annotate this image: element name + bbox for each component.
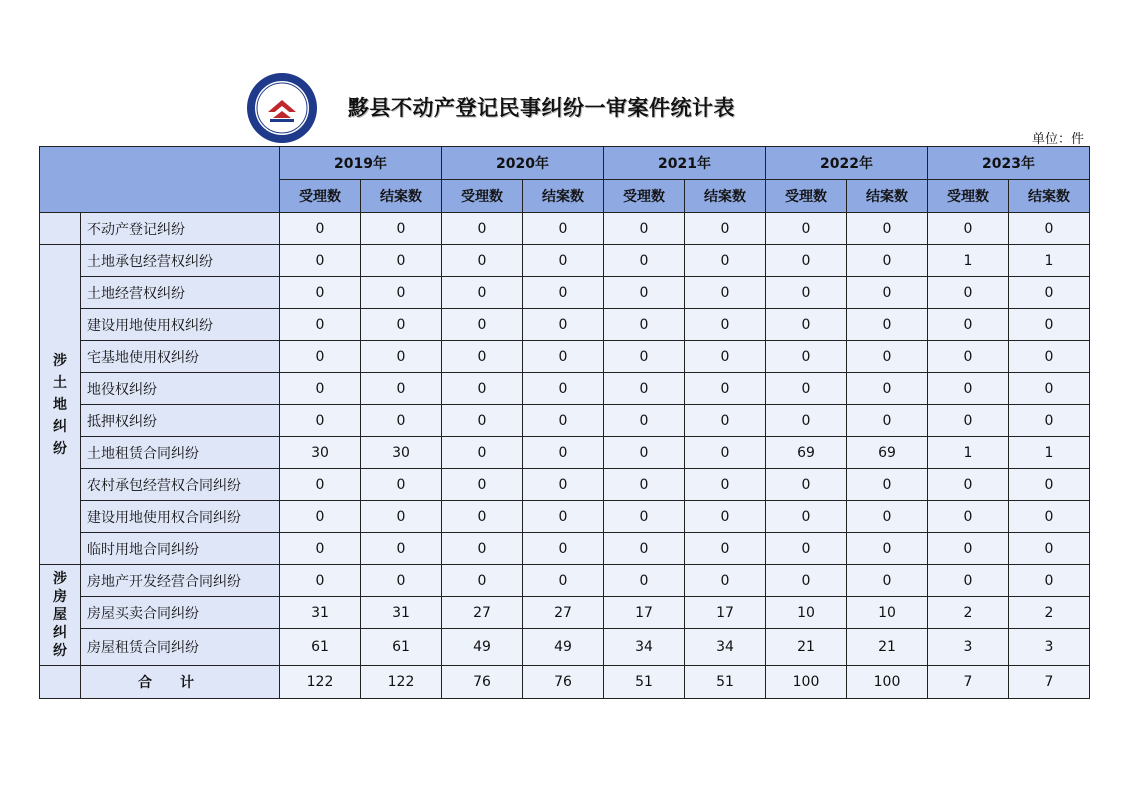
value-cell: 21 [847, 629, 928, 666]
value-cell: 0 [766, 245, 847, 277]
total-group-cell-empty [40, 666, 81, 699]
value-cell: 31 [361, 597, 442, 629]
unit-label: 单位：件 [1031, 132, 1084, 147]
total-value-cell: 7 [928, 666, 1009, 699]
statistics-table [39, 146, 1090, 699]
value-cell: 0 [280, 213, 361, 245]
value-cell: 0 [280, 501, 361, 533]
group-label-house: 涉 房 屋 纠 纷 [40, 565, 81, 666]
value-cell: 0 [847, 469, 928, 501]
value-cell: 0 [523, 565, 604, 597]
total-value-cell: 122 [361, 666, 442, 699]
value-cell: 0 [280, 533, 361, 565]
row-category-label: 抵押权纠纷 [81, 405, 280, 437]
value-cell: 0 [766, 373, 847, 405]
value-cell: 30 [361, 437, 442, 469]
value-cell: 0 [928, 277, 1009, 309]
value-cell: 49 [523, 629, 604, 666]
table-row [40, 341, 1090, 373]
value-cell: 0 [442, 405, 523, 437]
value-cell: 0 [280, 341, 361, 373]
value-cell: 0 [685, 405, 766, 437]
value-cell: 0 [604, 405, 685, 437]
row-category-label: 土地承包经营权纠纷 [81, 245, 280, 277]
value-cell: 0 [361, 565, 442, 597]
value-cell: 0 [685, 469, 766, 501]
total-value-cell: 76 [523, 666, 604, 699]
value-cell: 0 [523, 213, 604, 245]
value-cell: 0 [280, 405, 361, 437]
value-cell: 0 [766, 501, 847, 533]
table-row [40, 629, 1090, 666]
year-header: 2022年 [766, 147, 928, 180]
value-cell: 0 [847, 373, 928, 405]
value-cell: 0 [604, 309, 685, 341]
value-cell: 0 [1009, 533, 1090, 565]
value-cell: 0 [442, 501, 523, 533]
value-cell: 0 [685, 245, 766, 277]
total-value-cell: 100 [766, 666, 847, 699]
year-header: 2023年 [928, 147, 1090, 180]
value-cell: 69 [766, 437, 847, 469]
value-cell: 0 [604, 373, 685, 405]
value-cell: 0 [685, 565, 766, 597]
year-header: 2021年 [604, 147, 766, 180]
value-cell: 2 [928, 597, 1009, 629]
row-category-label: 土地经营权纠纷 [81, 277, 280, 309]
value-cell: 0 [280, 469, 361, 501]
value-cell: 0 [1009, 309, 1090, 341]
value-cell: 0 [928, 373, 1009, 405]
row-category-label: 临时用地合同纠纷 [81, 533, 280, 565]
value-cell: 0 [523, 437, 604, 469]
value-cell: 0 [766, 405, 847, 437]
value-cell: 0 [847, 501, 928, 533]
total-label: 合计 [81, 666, 280, 699]
value-cell: 0 [442, 533, 523, 565]
total-value-cell: 7 [1009, 666, 1090, 699]
value-cell: 0 [442, 341, 523, 373]
value-cell: 0 [685, 437, 766, 469]
row-category-label: 农村承包经营权合同纠纷 [81, 469, 280, 501]
table-row [40, 533, 1090, 565]
value-cell: 0 [361, 501, 442, 533]
value-cell: 0 [1009, 277, 1090, 309]
accepted-count-header: 受理数 [442, 180, 523, 213]
value-cell: 0 [928, 309, 1009, 341]
real-estate-registration-logo-icon [246, 72, 318, 144]
value-cell: 0 [685, 533, 766, 565]
header-corner-cell [40, 147, 280, 213]
value-cell: 0 [361, 405, 442, 437]
value-cell: 0 [1009, 373, 1090, 405]
value-cell: 0 [523, 341, 604, 373]
value-cell: 0 [1009, 405, 1090, 437]
accepted-count-header: 受理数 [928, 180, 1009, 213]
closed-count-header: 结案数 [361, 180, 442, 213]
value-cell: 3 [1009, 629, 1090, 666]
row-category-label: 房屋买卖合同纠纷 [81, 597, 280, 629]
value-cell: 0 [685, 501, 766, 533]
table-row [40, 437, 1090, 469]
value-cell: 0 [847, 341, 928, 373]
value-cell: 0 [604, 277, 685, 309]
value-cell: 0 [604, 533, 685, 565]
value-cell: 0 [361, 469, 442, 501]
value-cell: 0 [1009, 213, 1090, 245]
value-cell: 0 [361, 245, 442, 277]
value-cell: 0 [280, 245, 361, 277]
value-cell: 27 [442, 597, 523, 629]
row-category-label: 房地产开发经营合同纠纷 [81, 565, 280, 597]
value-cell: 0 [1009, 501, 1090, 533]
value-cell: 0 [442, 213, 523, 245]
group-cell-empty [40, 213, 81, 245]
closed-count-header: 结案数 [523, 180, 604, 213]
value-cell: 0 [766, 341, 847, 373]
value-cell: 0 [523, 373, 604, 405]
value-cell: 0 [604, 245, 685, 277]
value-cell: 1 [1009, 437, 1090, 469]
total-value-cell: 51 [685, 666, 766, 699]
value-cell: 17 [685, 597, 766, 629]
value-cell: 0 [766, 309, 847, 341]
value-cell: 0 [361, 341, 442, 373]
table-row [40, 373, 1090, 405]
value-cell: 0 [847, 533, 928, 565]
value-cell: 0 [442, 309, 523, 341]
value-cell: 0 [685, 341, 766, 373]
table-row [40, 213, 1090, 245]
value-cell: 0 [847, 565, 928, 597]
value-cell: 0 [928, 565, 1009, 597]
value-cell: 0 [928, 469, 1009, 501]
header-row-years [40, 147, 1090, 180]
value-cell: 10 [766, 597, 847, 629]
row-category-label: 不动产登记纠纷 [81, 213, 280, 245]
value-cell: 0 [685, 373, 766, 405]
value-cell: 69 [847, 437, 928, 469]
value-cell: 0 [361, 277, 442, 309]
value-cell: 0 [766, 533, 847, 565]
value-cell: 0 [442, 565, 523, 597]
table-row [40, 469, 1090, 501]
value-cell: 49 [442, 629, 523, 666]
value-cell: 0 [523, 533, 604, 565]
value-cell: 0 [766, 565, 847, 597]
value-cell: 0 [361, 533, 442, 565]
value-cell: 0 [523, 277, 604, 309]
value-cell: 0 [604, 501, 685, 533]
value-cell: 61 [280, 629, 361, 666]
row-category-label: 宅基地使用权纠纷 [81, 341, 280, 373]
value-cell: 0 [1009, 565, 1090, 597]
value-cell: 61 [361, 629, 442, 666]
table-row [40, 597, 1090, 629]
statistics-table-body [40, 147, 1090, 699]
value-cell: 0 [604, 437, 685, 469]
accepted-count-header: 受理数 [604, 180, 685, 213]
total-value-cell: 122 [280, 666, 361, 699]
table-row [40, 565, 1090, 597]
closed-count-header: 结案数 [1009, 180, 1090, 213]
value-cell: 31 [280, 597, 361, 629]
value-cell: 0 [442, 437, 523, 469]
value-cell: 0 [766, 277, 847, 309]
value-cell: 1 [928, 245, 1009, 277]
value-cell: 0 [442, 373, 523, 405]
value-cell: 0 [685, 213, 766, 245]
value-cell: 0 [928, 341, 1009, 373]
value-cell: 0 [685, 309, 766, 341]
value-cell: 0 [604, 213, 685, 245]
value-cell: 10 [847, 597, 928, 629]
value-cell: 3 [928, 629, 1009, 666]
value-cell: 0 [280, 373, 361, 405]
value-cell: 0 [928, 533, 1009, 565]
value-cell: 0 [847, 309, 928, 341]
value-cell: 0 [442, 245, 523, 277]
row-category-label: 建设用地使用权纠纷 [81, 309, 280, 341]
row-category-label: 土地租赁合同纠纷 [81, 437, 280, 469]
value-cell: 0 [928, 501, 1009, 533]
value-cell: 0 [766, 213, 847, 245]
total-value-cell: 51 [604, 666, 685, 699]
value-cell: 0 [442, 277, 523, 309]
value-cell: 0 [766, 469, 847, 501]
value-cell: 0 [847, 277, 928, 309]
value-cell: 0 [604, 341, 685, 373]
value-cell: 0 [685, 277, 766, 309]
value-cell: 0 [361, 213, 442, 245]
total-value-cell: 76 [442, 666, 523, 699]
row-category-label: 地役权纠纷 [81, 373, 280, 405]
value-cell: 2 [1009, 597, 1090, 629]
value-cell: 1 [1009, 245, 1090, 277]
value-cell: 0 [280, 277, 361, 309]
value-cell: 0 [280, 565, 361, 597]
value-cell: 0 [523, 501, 604, 533]
value-cell: 0 [523, 245, 604, 277]
value-cell: 0 [1009, 469, 1090, 501]
value-cell: 0 [361, 309, 442, 341]
row-category-label: 建设用地使用权合同纠纷 [81, 501, 280, 533]
table-row [40, 405, 1090, 437]
value-cell: 0 [847, 245, 928, 277]
closed-count-header: 结案数 [847, 180, 928, 213]
total-row [40, 666, 1090, 699]
table-row [40, 501, 1090, 533]
table-row [40, 277, 1090, 309]
group-label-land: 涉 土 地 纠 纷 [40, 245, 81, 565]
value-cell: 0 [604, 469, 685, 501]
value-cell: 0 [523, 469, 604, 501]
accepted-count-header: 受理数 [766, 180, 847, 213]
value-cell: 0 [604, 565, 685, 597]
value-cell: 0 [847, 405, 928, 437]
value-cell: 0 [847, 213, 928, 245]
table-row [40, 245, 1090, 277]
value-cell: 0 [280, 309, 361, 341]
accepted-count-header: 受理数 [280, 180, 361, 213]
value-cell: 0 [442, 469, 523, 501]
value-cell: 34 [604, 629, 685, 666]
year-header: 2020年 [442, 147, 604, 180]
year-header: 2019年 [280, 147, 442, 180]
value-cell: 17 [604, 597, 685, 629]
value-cell: 34 [685, 629, 766, 666]
value-cell: 30 [280, 437, 361, 469]
value-cell: 0 [928, 213, 1009, 245]
closed-count-header: 结案数 [685, 180, 766, 213]
row-category-label: 房屋租赁合同纠纷 [81, 629, 280, 666]
value-cell: 0 [361, 373, 442, 405]
value-cell: 21 [766, 629, 847, 666]
page-title: 黟县不动产登记民事纠纷一审案件统计表 [348, 96, 735, 120]
value-cell: 0 [523, 309, 604, 341]
value-cell: 0 [928, 405, 1009, 437]
value-cell: 0 [523, 405, 604, 437]
value-cell: 0 [1009, 341, 1090, 373]
total-value-cell: 100 [847, 666, 928, 699]
table-row [40, 309, 1090, 341]
value-cell: 27 [523, 597, 604, 629]
value-cell: 1 [928, 437, 1009, 469]
